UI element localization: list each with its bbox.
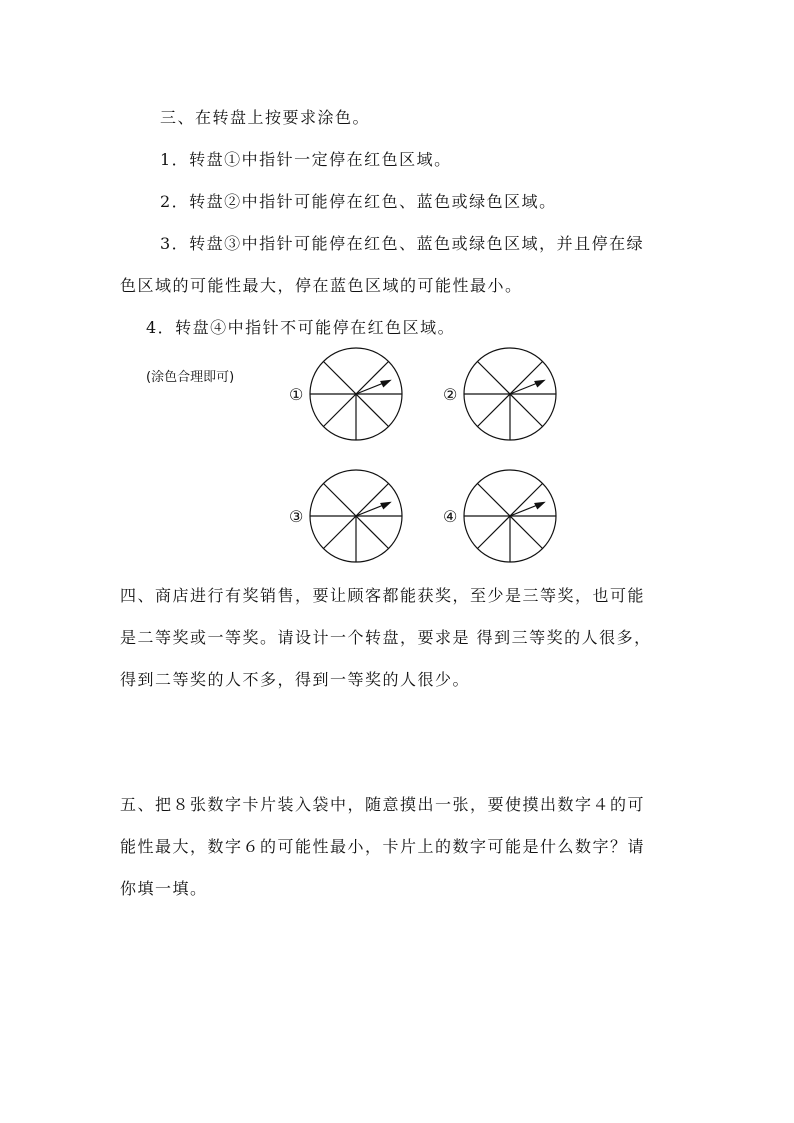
spinner-wheel-1[interactable] xyxy=(308,346,404,442)
section3-item-2: 2．转盘②中指针可能停在红色、蓝色或绿色区域。 xyxy=(160,192,557,211)
section3-heading: 三、在转盘上按要求涂色。 xyxy=(160,108,371,127)
section5-line-3: 你填一填。 xyxy=(120,879,208,898)
wheel-1-pointer xyxy=(356,381,390,395)
section3-item-4: 4．转盘④中指针不可能停在红色区域。 xyxy=(146,318,456,337)
wheel-2-pointer xyxy=(510,381,544,395)
section3-item-1: 1．转盘①中指针一定停在红色区域。 xyxy=(160,150,452,169)
wheel-2-label: ② xyxy=(443,385,458,404)
spinner-wheel-3[interactable] xyxy=(308,468,404,564)
section4-line-2: 是二等奖或一等奖。请设计一个转盘，要求是 得到三等奖的人很多， xyxy=(120,628,652,647)
wheel-3-pointer xyxy=(356,503,390,517)
section5-line-2: 能性最大，数字６的可能性最小，卡片上的数字可能是什么数字？请 xyxy=(120,837,646,856)
wheel-3-label: ③ xyxy=(289,507,304,526)
wheel-1-label: ① xyxy=(289,385,304,404)
wheel-4-pointer xyxy=(510,503,544,517)
answer-note: (涂色合理即可) xyxy=(146,370,235,385)
section4-line-1: 四、商店进行有奖销售，要让顾客都能获奖，至少是三等奖，也可能 xyxy=(120,586,646,605)
section4-line-3: 得到二等奖的人不多，得到一等奖的人很少。 xyxy=(120,670,471,689)
spinner-wheel-2[interactable] xyxy=(462,346,558,442)
spinner-wheel-4[interactable] xyxy=(462,468,558,564)
section3-item-3-line2: 色区域的可能性最大，停在蓝色区域的可能性最小。 xyxy=(120,276,523,295)
wheel-4-label: ④ xyxy=(443,507,458,526)
section5-line-1: 五、把８张数字卡片装入袋中，随意摸出一张，要使摸出数字４的可 xyxy=(120,795,646,814)
section3-item-3-line1: 3．转盘③中指针可能停在红色、蓝色或绿色区域，并且停在绿 xyxy=(160,234,645,253)
